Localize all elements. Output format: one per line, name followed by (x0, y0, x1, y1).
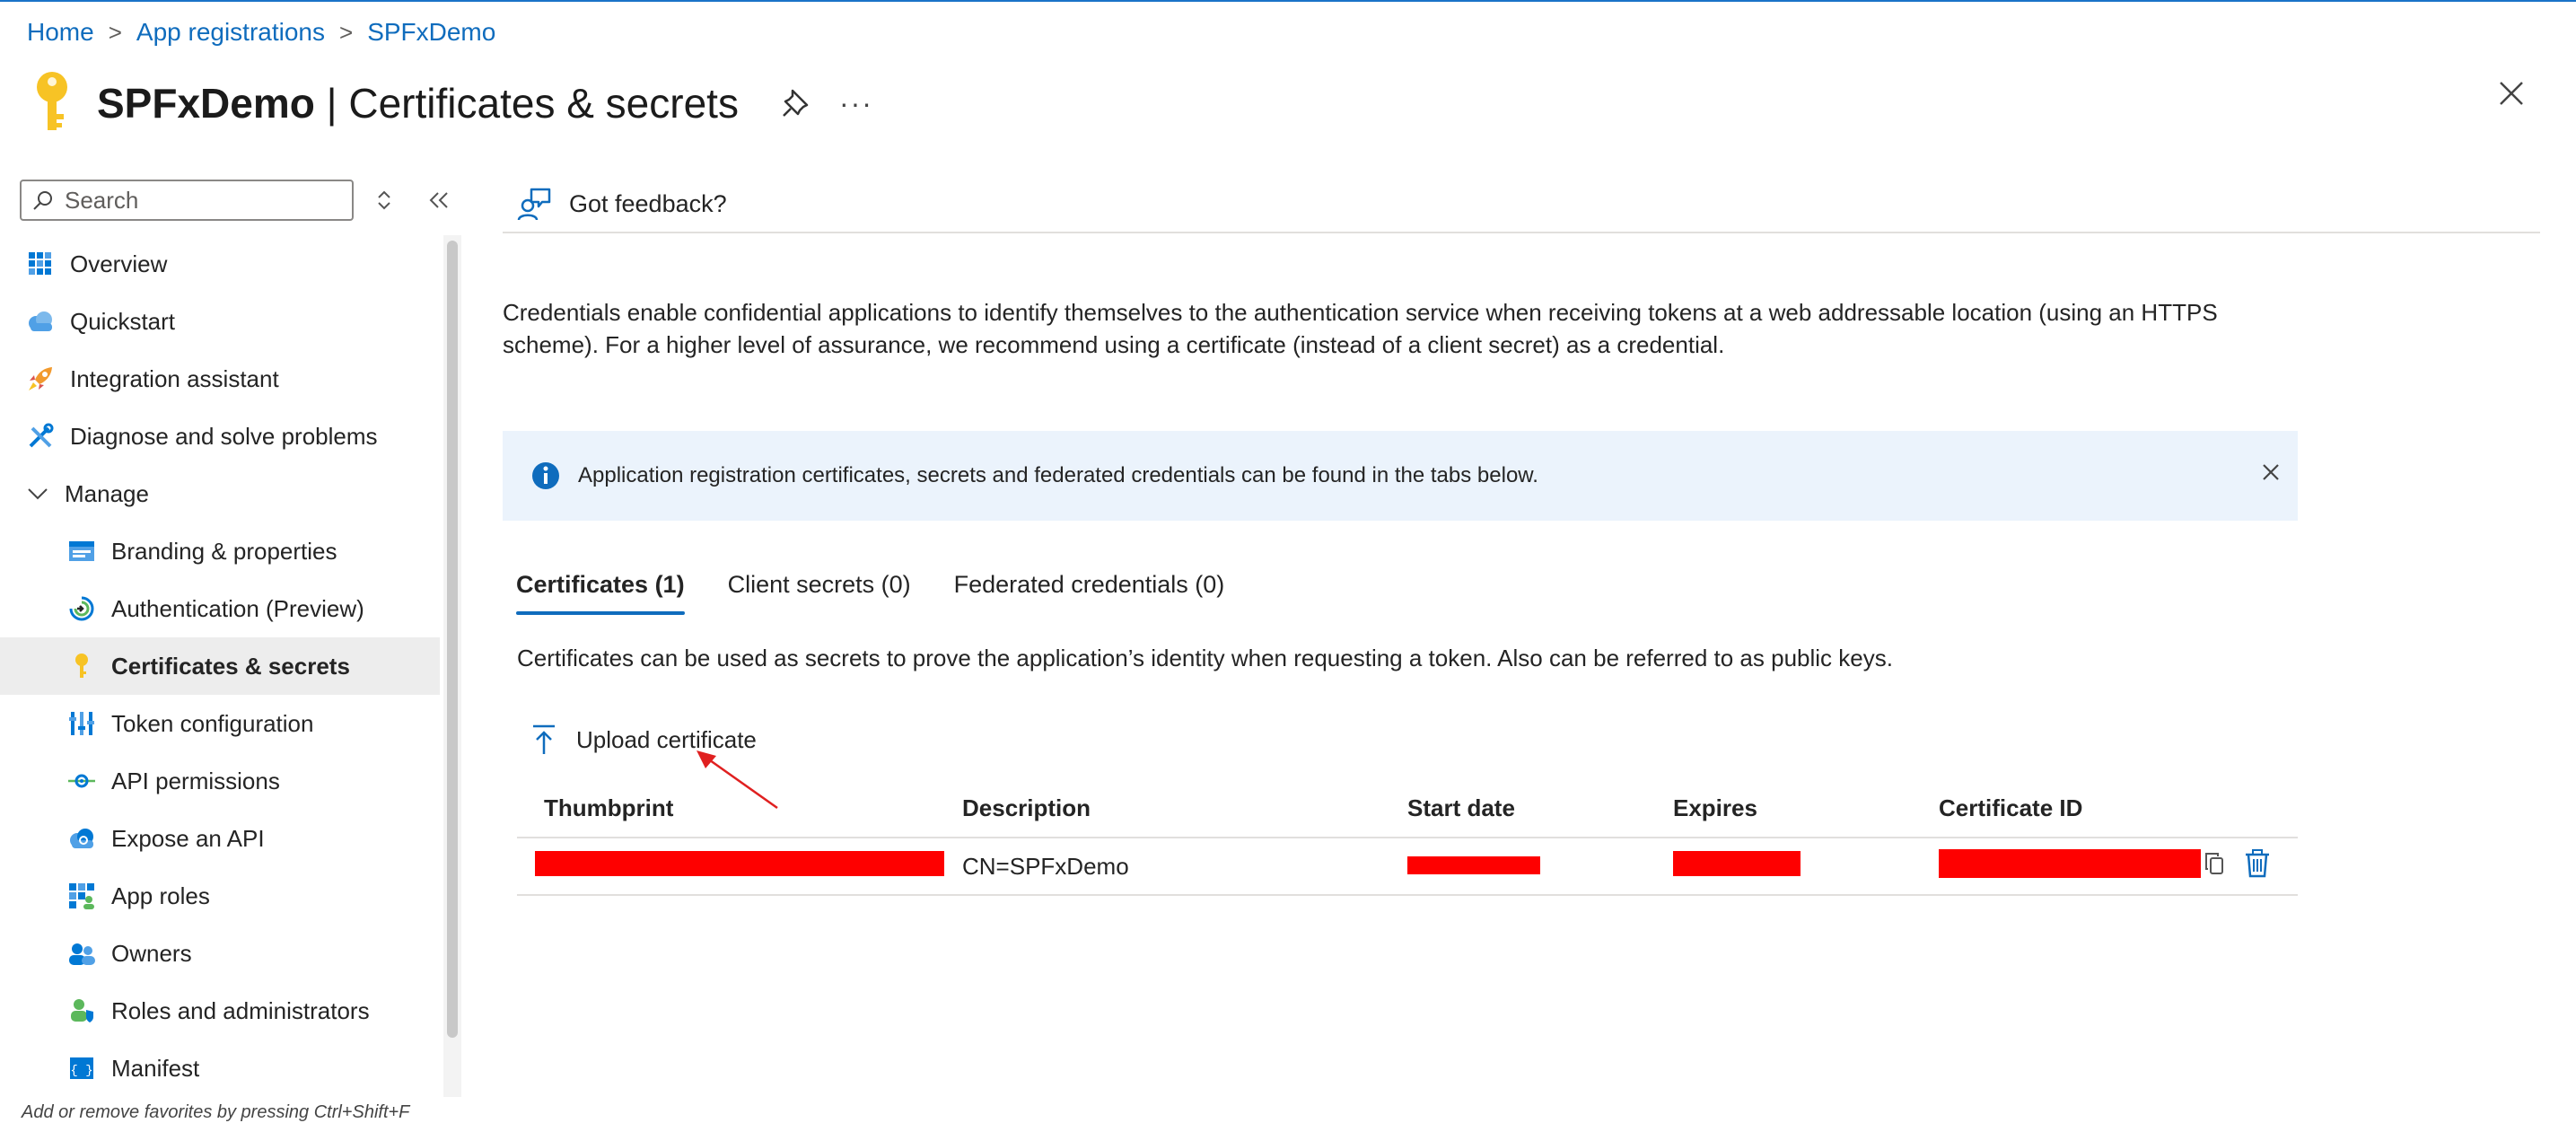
sidebar-item-label: Authentication (Preview) (111, 594, 364, 622)
sidebar-item-quickstart[interactable] (0, 293, 440, 350)
key-icon (66, 651, 97, 681)
tab-federated-credentials[interactable]: Federated credentials (0) (953, 571, 1225, 598)
people-icon (66, 938, 97, 969)
upload-icon (530, 724, 558, 756)
dismiss-icon[interactable] (2258, 460, 2283, 485)
sidebar-item-token-configuration[interactable] (0, 695, 440, 752)
delete-icon[interactable] (2244, 849, 2271, 878)
top-accent-line (0, 0, 2576, 2)
upload-certificate-label: Upload certificate (576, 725, 757, 753)
api-icon (66, 766, 97, 796)
manifest-icon (66, 1053, 97, 1084)
sidebar-search[interactable] (20, 180, 354, 221)
sidebar-item-label: Certificates & secrets (111, 652, 350, 680)
sort-icon[interactable] (372, 187, 397, 214)
info-banner (503, 431, 2298, 521)
expires-cell (1673, 851, 1939, 882)
info-icon (531, 461, 560, 490)
credential-tabs (516, 571, 1267, 615)
table-header (517, 779, 2298, 838)
sidebar-item-certificates-secrets[interactable] (0, 637, 440, 695)
tab-client-secrets[interactable]: Client secrets (0) (727, 571, 911, 598)
table-row[interactable] (517, 838, 2298, 896)
app-roles-icon (66, 881, 97, 911)
col-thumbprint: Thumbprint (544, 794, 674, 821)
sidebar-item-label: Integration assistant (70, 364, 279, 392)
title-separator: | (314, 80, 349, 127)
sidebar-item-label: Roles and administrators (111, 996, 370, 1024)
sidebar-item-label: Overview (70, 250, 168, 277)
breadcrumb-app-registrations[interactable]: App registrations (136, 18, 325, 46)
page-name: Certificates & secrets (348, 80, 739, 127)
feedback-button[interactable]: Got feedback? (569, 189, 727, 217)
sidebar-item-diagnose[interactable] (0, 408, 440, 465)
copy-icon[interactable] (2204, 852, 2224, 875)
col-start-date: Start date (1407, 794, 1515, 821)
thumbprint-cell (517, 851, 962, 882)
app-name: SPFxDemo (97, 80, 315, 127)
row-actions (2204, 849, 2271, 878)
col-description: Description (962, 794, 1091, 821)
browser-icon (66, 536, 97, 566)
close-icon[interactable] (2493, 75, 2529, 111)
favorites-hint: Add or remove favorites by pressing Ctrl+Shift+F (22, 1102, 410, 1122)
info-message: Application registration certificates, secrets and federated credentials can be found in the tabs below. (578, 463, 1538, 487)
search-input[interactable] (63, 186, 336, 215)
sidebar-item-roles-admins[interactable] (0, 982, 440, 1040)
page-header (27, 63, 873, 144)
cloud-api-icon (66, 823, 97, 854)
sidebar-scrollbar-thumb[interactable] (447, 241, 458, 1038)
sidebar-item-label: Quickstart (70, 307, 176, 335)
sidebar-item-authentication[interactable] (0, 580, 440, 637)
tab-certificates[interactable]: Certificates (1) (516, 571, 685, 615)
feedback-icon[interactable] (515, 186, 551, 222)
tab-description: Certificates can be used as secrets to prove the application’s identity when requesting a token. Also can be referred to as public keys. (517, 645, 1893, 671)
command-bar (503, 176, 2540, 233)
person-shield-icon (66, 996, 97, 1026)
sidebar-item-label: Branding & properties (111, 537, 337, 565)
key-icon (27, 67, 77, 139)
description-cell: CN=SPFxDemo (962, 852, 1129, 880)
breadcrumb-home[interactable]: Home (27, 18, 94, 46)
svg-text:{ }: { } (70, 1064, 93, 1078)
sidebar-item-integration-assistant[interactable] (0, 350, 440, 408)
col-certificate-id: Certificate ID (1939, 794, 2083, 821)
rocket-icon (25, 364, 56, 394)
sidebar-item-manifest[interactable] (0, 1040, 440, 1097)
redacted-start-date (1407, 856, 1540, 874)
sidebar-item-owners[interactable] (0, 925, 440, 982)
cloud-icon (25, 306, 56, 337)
breadcrumb-separator: > (108, 18, 122, 46)
sidebar-item-label: Diagnose and solve problems (70, 422, 378, 450)
sidebar-item-label: App roles (111, 882, 210, 909)
sidebar-item-api-permissions[interactable] (0, 752, 440, 810)
start-date-cell (1407, 853, 1673, 881)
wrench-icon (25, 421, 56, 452)
sidebar-item-label: Token configuration (111, 709, 314, 737)
pin-icon[interactable] (780, 87, 812, 119)
redacted-certificate-id (1939, 849, 2201, 878)
certificates-table (517, 779, 2298, 896)
col-expires: Expires (1673, 794, 1757, 821)
collapse-sidebar-icon[interactable] (425, 187, 452, 214)
bars-icon (66, 708, 97, 739)
redacted-thumbprint (535, 851, 944, 876)
page-title (97, 79, 739, 127)
sidebar-group-manage[interactable] (0, 465, 440, 522)
breadcrumb-separator: > (339, 18, 354, 46)
sidebar-item-branding[interactable] (0, 522, 440, 580)
sidebar-item-expose-api[interactable] (0, 810, 440, 867)
auth-icon (66, 593, 97, 624)
intro-text: Credentials enable confidential applications to identify themselves to the authentication service when receiving tokens at a web addressable location (using an HTTPS scheme). For a higher level of assurance, we recommend using a certificate (instead of a client secret) as a credential. (503, 299, 2218, 358)
sidebar-item-app-roles[interactable] (0, 867, 440, 925)
breadcrumb-app[interactable]: SPFxDemo (367, 18, 496, 46)
search-icon (32, 189, 54, 211)
sidebar-item-label: Manage (65, 479, 149, 507)
grid-icon (25, 249, 56, 279)
sidebar-item-label: API permissions (111, 767, 280, 794)
breadcrumb (27, 18, 495, 47)
sidebar-item-label: Owners (111, 939, 192, 967)
sidebar-item-overview[interactable] (0, 235, 440, 293)
sidebar-item-label: Manifest (111, 1054, 200, 1082)
chevron-down-icon (25, 478, 50, 509)
more-options-button[interactable]: ··· (838, 86, 873, 119)
sidebar-nav (0, 235, 440, 1097)
sidebar-item-label: Expose an API (111, 824, 265, 852)
redacted-expires (1673, 851, 1801, 876)
